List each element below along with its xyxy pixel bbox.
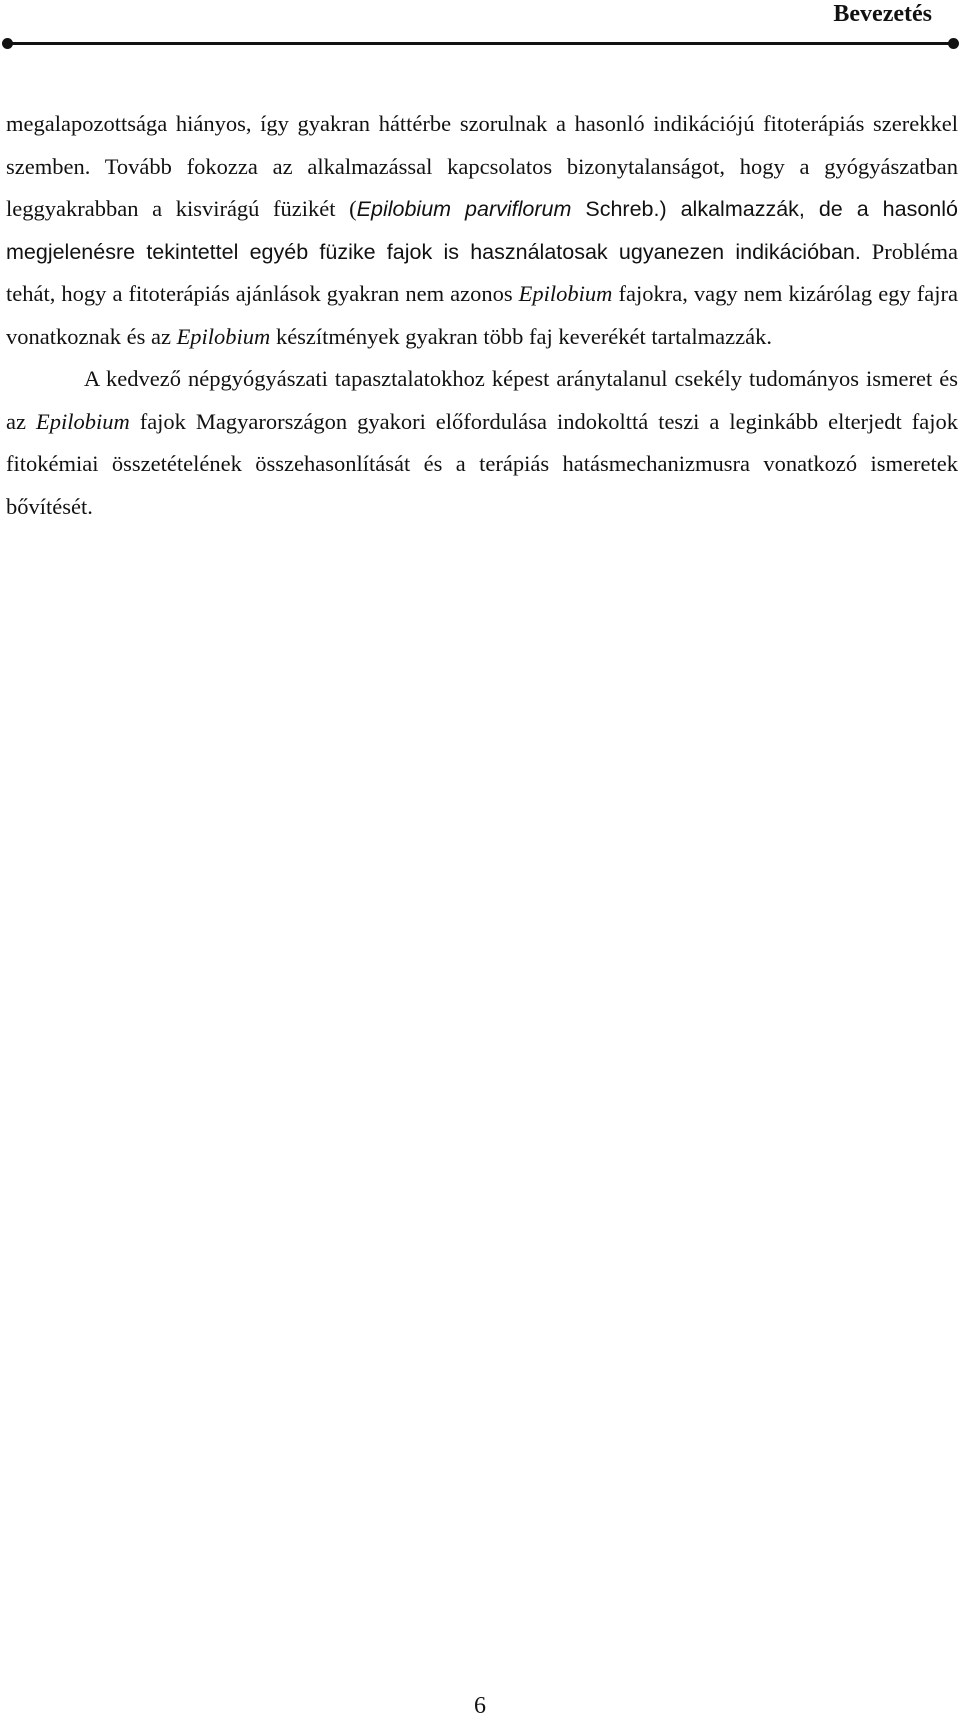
paragraph-2-text-a: A kedvező népgyógyászati tapasztalatokhoz képest aránytalanul csekély tudományos ismeret és az: [6, 366, 958, 434]
paragraph-2: [6, 358, 958, 528]
genus-name-epilobium: Epilobium: [518, 281, 613, 306]
paragraph-1-text-a: megalapozottsága hiányos, így gyakran háttérbe szorulnak a hasonló indikációjú fitoterápiás szerekkel szemben. Tovább fokozza az alkalmazással kapcsolatos bizonytalanságot, hogy a gyógyászatban leggyakrabban a kisvirágú füzikét (: [6, 111, 958, 221]
paragraph-2-text-b: fajok Magyarországon gyakori előfordulása indokolttá teszi a leginkább elterjedt fajok fitokémiai összetételének összehasonlítását és a terápiás hatásmechanizmusra vonatkozó ismeretek bővítését.: [6, 408, 959, 519]
paragraph-1-text-d: fajokra, vagy nem kizárólag egy fajra vonatkoznak és az: [6, 281, 958, 349]
paragraph-1-text-e: készítmények gyakran több faj keverékét tartalmazzák.: [270, 323, 772, 349]
header-rule-right-dot: [948, 38, 959, 49]
genus-name-epilobium: Epilobium: [35, 408, 130, 434]
paragraph-1-text-b: Schreb.) alkalmazzák, de a hasonló megjelenésre tekintettel egyéb füzike fajok is használatosak ugyanezen indikációban.: [6, 197, 958, 264]
header-rule: [6, 42, 952, 45]
page-number: 6: [474, 1693, 486, 1719]
paragraph-1: [6, 103, 958, 358]
species-name-epilobium-parviflorum: Epilobium parviflorum: [356, 197, 572, 221]
paragraph-1-text-c: Probléma tehát, hogy a fitoterápiás ajánlások gyakran nem azonos: [6, 238, 958, 306]
genus-name-epilobium: Epilobium: [176, 323, 271, 349]
running-header-title: Bevezetés: [833, 1, 932, 27]
body-text: [6, 103, 958, 528]
